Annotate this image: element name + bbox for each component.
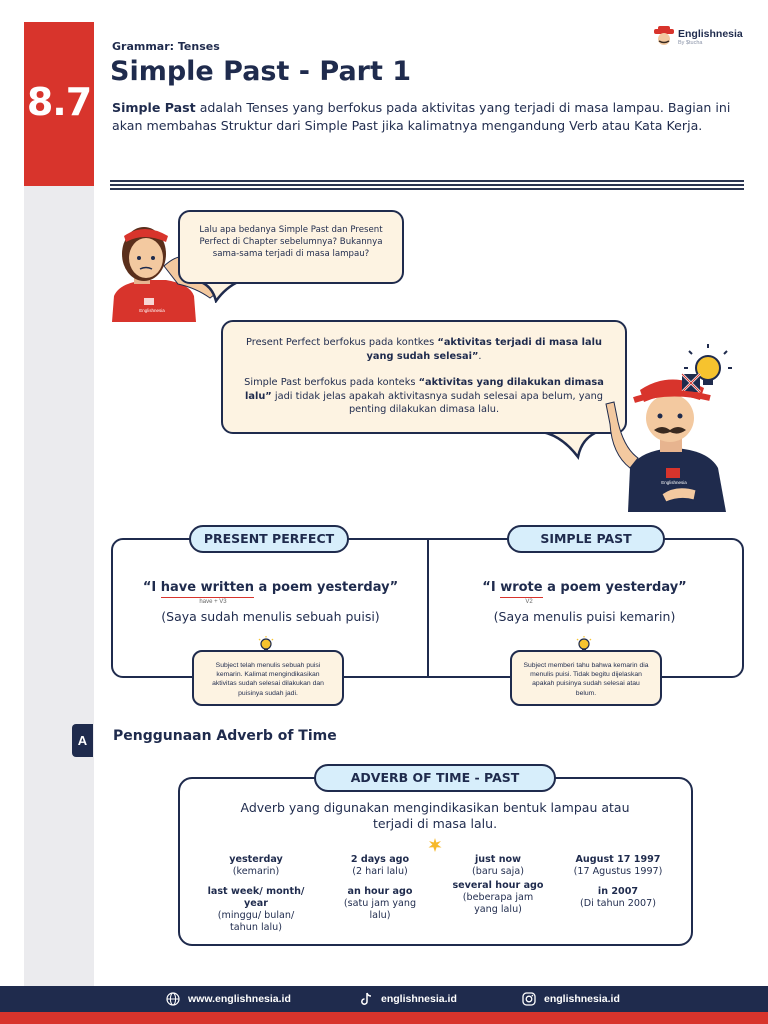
adverb-term: August 17 1997 [575,854,661,865]
adverb-translation: (beberapa jam yang lalu) [462,892,534,915]
adverb-translation: (baru saja) [472,866,524,877]
logo-mascot-icon [652,26,676,46]
chapter-number: 8.7 [26,80,92,124]
footer-website-link[interactable] [166,991,291,1007]
answer1-pre: Present Perfect berfokus pada kontkes [246,337,438,348]
adverb-term: an hour ago [347,886,413,897]
present-perfect-tip: Subject telah menulis sebuah puisi kemarin. Kalimat mengindikasikan aktivitas sudah selesai dilakukan dan puisinya sudah jadi. [192,650,344,706]
adverb-translation: (kemarin) [232,866,280,877]
bubble1-tail [196,281,244,303]
brand-sub: By $tucha [678,40,703,46]
sp-sentence-post: a poem yesterday” [542,580,687,595]
answer2-bold: “aktivitas yang dilakukan dimasa lalu” [245,377,604,402]
simple-past-formula: V2 [525,599,533,605]
adverb-translation: (satu jam yang lalu) [343,898,417,921]
intro-text: adalah Tenses yang berfokus pada aktivitas yang terjadi di masa lampau. Bagian ini akan membahas Struktur dari Simple Past jika kalimatnya mengandung Verb atau Kata Kerja. [112,100,731,133]
adverb-term: 2 days ago [350,854,410,865]
simple-past-sentence [432,580,737,595]
adverb-column-2 [320,854,440,922]
brand-logo [652,24,752,50]
pp-sentence-pre: “I [142,580,161,595]
page-title: Simple Past - Part 1 [110,56,412,87]
adverb-box-label: ADVERB OF TIME - PAST [314,764,556,792]
speech-bubble-question [178,210,404,284]
adverb-translation: (Di tahun 2007) [580,898,656,909]
sp-sentence-verb: wrote [500,580,543,595]
adverb-term: several hour ago [452,880,544,891]
simple-past-tip: Subject memberi tahu bahwa kemarin dia menulis puisi. Tidak begitu dijelaskan apakah puisinya sudah selesai atau belum. [510,650,662,706]
simple-past-translation: (Saya menulis puisi kemarin) [493,609,676,624]
adverb-term: just now [474,854,522,865]
girl-shirt-text: Englishnesia [139,308,165,313]
adverb-term: in 2007 [597,886,639,897]
comparison-divider [427,538,429,678]
speech-bubble-answer [221,320,627,434]
pp-sentence-verb: have written [160,580,255,595]
answer-paragraph-1 [237,336,611,363]
section-badge: A [72,724,93,757]
intro-paragraph [112,99,744,135]
answer2-pre: Simple Past berfokus pada konteks [244,377,419,388]
adverb-column-1 [196,854,316,934]
globe-icon [166,992,180,1006]
footer-accent [0,1012,768,1024]
adverb-description: Adverb yang digunakan mengindikasikan bentuk lampau atau terjadi di masa lalu. [240,800,630,831]
footer-tiktok: englishnesia.id [381,993,457,1005]
bubble2-tail [534,431,604,461]
brand-name: Englishnesia [678,28,743,40]
answer-paragraph-2 [237,376,611,417]
header-divider-mid [110,184,744,186]
adverb-term: last week/ month/ year [207,886,305,909]
footer-instagram-link[interactable] [522,991,620,1007]
adverb-translation: (minggu/ bulan/ tahun lalu) [217,910,295,933]
category-label: Grammar: Tenses [112,40,220,53]
adverb-translation: (17 Agustus 1997) [573,866,663,877]
side-strip [24,186,94,986]
present-perfect-sentence [118,580,423,595]
adverb-term: yesterday [229,854,283,865]
header-divider-top [110,180,744,182]
instagram-icon [522,992,536,1006]
sp-sentence-pre: “I [482,580,501,595]
sparkle-icon [428,838,442,852]
simple-past-label: SIMPLE PAST [507,525,665,553]
present-perfect-formula: have + V3 [199,599,227,605]
tiktok-icon [359,992,373,1006]
footer-tiktok-link[interactable] [359,991,457,1007]
answer1-post: . [478,350,482,362]
intro-bold: Simple Past [112,100,196,115]
footer-website: www.englishnesia.id [188,993,291,1005]
adverb-column-3 [438,854,558,916]
adverb-column-4 [558,854,678,918]
answer2-post: jadi tidak jelas apakah aktivitasnya sudah selesai apa belum, yang penting dilakukan dimasa lalu. [271,390,603,415]
chapter-box [24,22,94,186]
question-text: Lalu apa bedanya Simple Past dan Present Perfect di Chapter sebelumnya? Bukannya sama-sama terjadi di masa lampau? [199,225,383,259]
present-perfect-label: PRESENT PERFECT [189,525,349,553]
section-title: Penggunaan Adverb of Time [113,728,337,744]
teacher-character-illustration [600,344,740,512]
header-divider-bottom [110,188,744,190]
answer1-bold: “aktivitas terjadi di masa lalu yang sudah selesai” [366,337,602,362]
present-perfect-translation: (Saya sudah menulis sebuah puisi) [161,609,380,624]
footer-instagram: englishnesia.id [544,993,620,1005]
teacher-shirt-text: Englishnesia [661,480,687,485]
adverb-translation: (2 hari lalu) [352,866,408,877]
pp-sentence-post: a poem yesterday” [254,580,399,595]
